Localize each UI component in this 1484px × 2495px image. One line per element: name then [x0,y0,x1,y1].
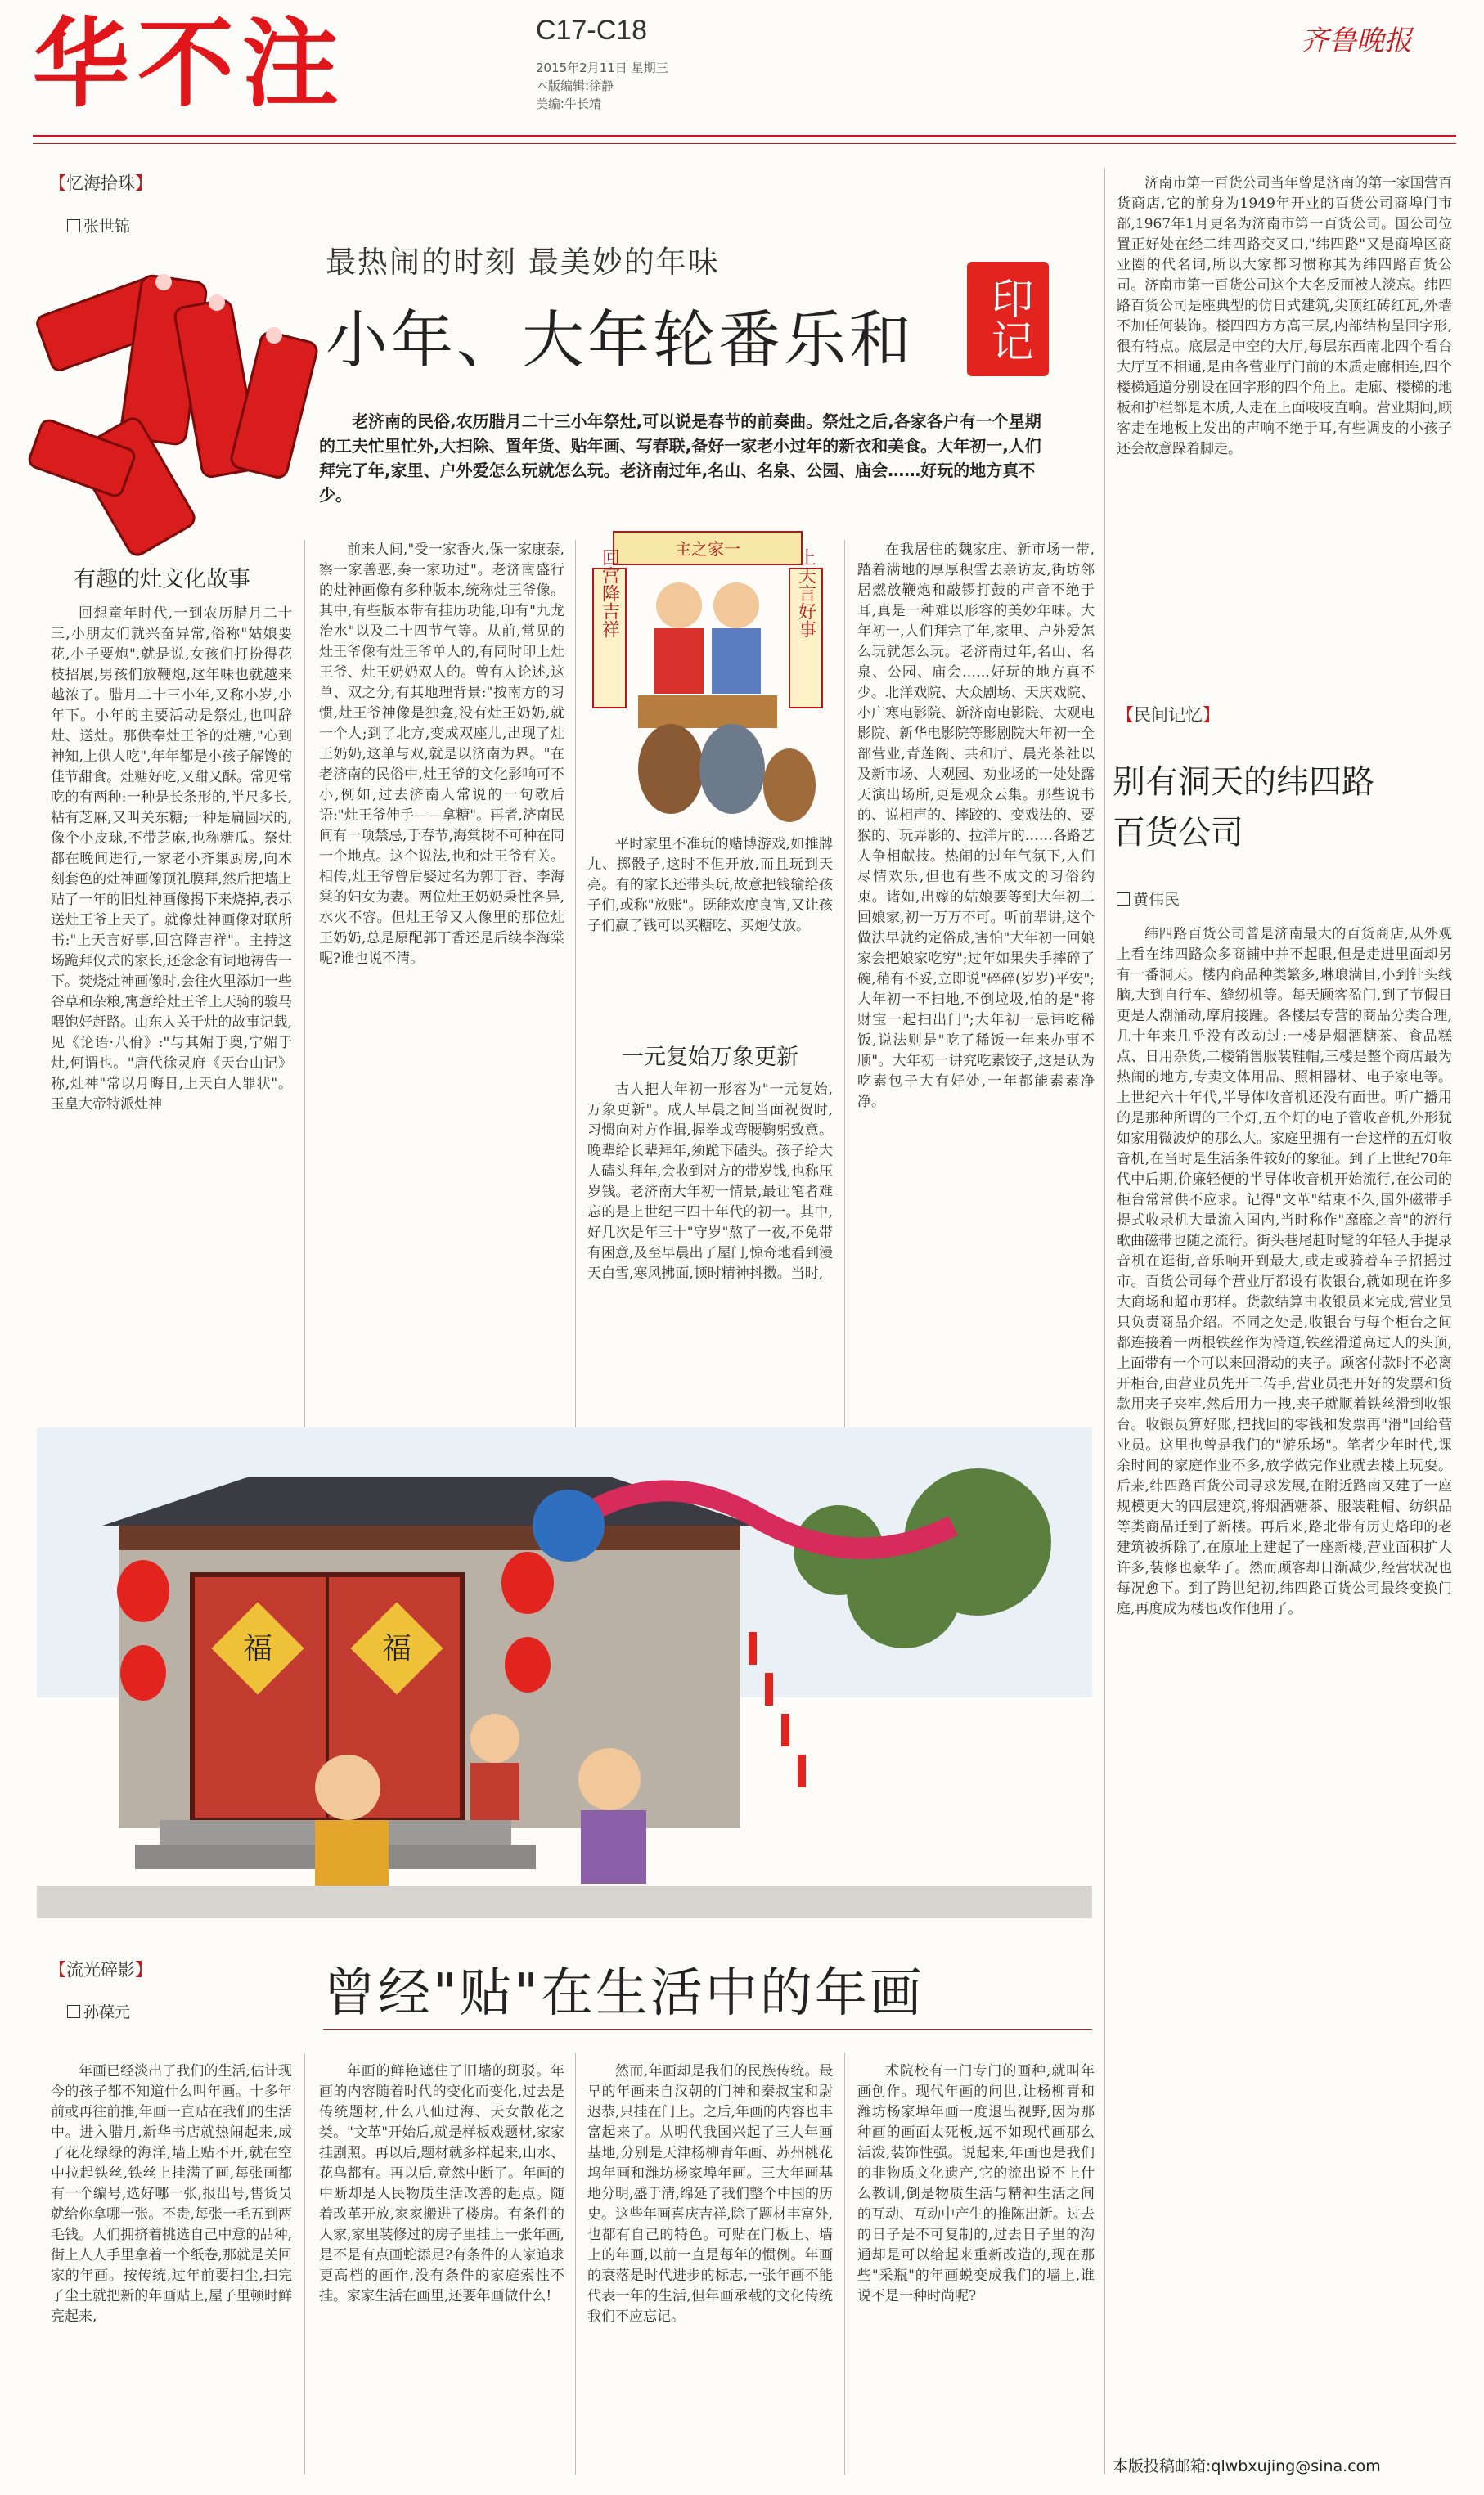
scroll-left: 回宫降吉祥 [599,548,620,638]
column-tag-liuguang: 【流光碎影】 [49,1960,152,1980]
article3-headline: 别有洞天的纬四路百货公司 [1113,763,1374,852]
column-divider [844,2053,845,2475]
column-divider [304,2053,305,2475]
article1-col2-text: 前来人间,"受一家香火,保一家康泰,察一家善恶,奏一家功过"。老济南盛行的灶神画像有多种版本,统称灶王爷像。其中,有些版本带有挂历功能,印有"九龙治水"以及二十四节气等。从前,常见的灶王爷像有灶王爷单人的,有同时印上灶王爷、灶王奶奶双人的。曾有人论述,这单、双之分,有其地理背景:"按南方的习惯,灶王爷神像是独龛,没有灶王奶奶,就一个人;到了北方,变成双座儿,出现了灶王奶奶,这单与双,就是以济南为界。"在老济南的民俗中,灶王爷的文化影响可不小,例如,过去济南人常说的一句歇后语:"灶王爷伸手——拿糖"。再者,济南民间有一项禁忌,于春节,海棠树不可种在同一个地点。这个说法,也和灶王爷有关。相传,灶王爷曾后娶过名为郭丁香、李海棠的妇女为妻。两位灶王奶奶秉性各异,水火不容。但灶王爷又人像里的那位灶王奶奶,总是原配郭丁香还是后续李海棠呢?谁也说不清。 [319,542,564,967]
submission-email: 本版投稿邮箱:qlwbxujing@sina.com [1113,2457,1381,2475]
firecracker-illustration [16,245,352,556]
article2-col1-text: 年画已经淡出了我们的生活,估计现今的孩子都不知道什么叫年画。十多年前或再往前推,年画一直贴在我们的生活中。进入腊月,新华书店就热闹起来,成了花花绿绿的海洋,墙上贴不开,就在空中拉起铁丝,铁丝上挂满了画,每张画都有一个编号,选好哪一张,报出号,售货员就给你拿哪一张。不贵,每张一毛五到两毛钱。人们拥挤着挑选自己中意的品种,街上人人手里拿着一个纸卷,那就是关回家的年画。按传统,过年前要扫尘,扫完了尘土就把新的年画贴上,屋子里顿时鲜亮起来, [51,2063,292,2325]
article2-headline: 曾经"贴"在生活中的年画 [323,1963,924,2024]
article2-rule [323,2029,1092,2030]
article2-column-1 [51,2061,292,2475]
article2-column-2 [319,2061,564,2475]
editor-credit: 本版编辑:徐静 [536,79,614,93]
column-divider [575,540,576,1432]
article1-col3-text: 平时家里不准玩的赌博游戏,如推牌九、掷骰子,这时不但开放,而且玩到天亮。有的家长还带头玩,故意把钱输给孩子们,或称"放账"。既能欢度良宵,又让孩子们赢了钱可以买糖吃、买炮仗放。 [587,836,833,934]
column-divider [844,540,845,1432]
article1-lead: 老济南的民俗,农历腊月二十三小年祭灶,可以说是春节的前奏曲。祭灶之后,各家各户有一个星期的工夫忙里忙外,大扫除、置年货、贴年画、写春联,备好一家老小过年的新衣和美食。大年初一,人们拜完了年,家里、户外爱怎么玩就怎么玩。老济南过年,名山、名泉、公园、庙会……好玩的地方真不少。 [319,411,1041,505]
article1-col3b-text: 古人把大年初一形容为"一元复始,万象更新"。成人早晨之间当面祝贺时,习惯向对方作揖,握拳或弯腰鞠躬致意。晚辈给长辈拜年,须跪下磕头。孩子给大人磕头拜年,会收到对方的带岁钱,也称压岁钱。老济南大年初一情景,最让笔者难忘的是上世纪三四十年代的初一。其中,好几次是年三十"守岁"熬了一夜,不免带有困意,及至早晨出了屋门,惊奇地看到漫天白雪,寒风拂面,顿时精神抖擞。当时, [587,1081,833,1282]
yin-ji-stamp: 印记 [967,262,1049,376]
article2-column-3 [587,2061,833,2475]
article3-intro-column [1117,173,1452,656]
masthead-rule-thin [33,143,1456,144]
article1-column-3b [587,1080,833,1432]
masthead-rule [33,135,1456,137]
byline-article3: 黄伟民 [1117,888,1180,910]
article1-column-2 [319,540,564,1432]
article1-col1-text: 回想童年时代,一到农历腊月二十三,小朋友们就兴奋异常,俗称"姑娘要花,小子要炮",就是说,女孩们打扮得花枝招展,男孩们放鞭炮,这年味也就越来越浓了。腊月二十三小年,又称小岁,小年下。小年的主要活动是祭灶,也叫辞灶、送灶。那供奉灶王爷的灶糖,"心到神知,上供人吃",年年都是小孩子解馋的佳节甜食。灶糖好吃,又甜又酥。常见常吃的有两种:一种是长条形的,半尺多长,粘有芝麻,又叫关东糖;一种是扁圆状的,像个小皮球,不带芝麻,也称糖瓜。祭灶都在晚间进行,一家老小齐集厨房,向木刻套色的灶神画像顶礼膜拜,然后把墙上贴了一年的旧灶神画像揭下来烧掉,表示送灶王爷上天了。就像灶神画像对联所书:"上天言好事,回宫降吉祥"。主持这场跪拜仪式的家长,还念念有词地祷告一下。焚烧灶神画像时,会往火里添加一些谷草和杂粮,寓意给灶王爷上天骑的骏马喂饱好赶路。山东人关于灶的故事记载,见《论语·八佾》:"与其媚于奥,宁媚于灶,何谓也。"唐代徐灵府《天台山记》称,灶神"常以月晦日,上天白人罪状"。玉皇大帝特派灶神 [51,605,292,1113]
article1-kicker: 最热闹的时刻 最美妙的年味 [326,245,720,280]
article2-col4-text: 术院校有一门专门的画种,就叫年画创作。现代年画的问世,让杨柳青和潍坊杨家埠年画一度退出视野,因为那种画的画面太死板,远不如现代画那么活泼,装饰性强。说起来,年画也是我们的非物质文化遗产,它的流出说不上什么教训,倒是物质生活与精神生活之间的互动、互动中产生的推陈出新。过去的日子是不可复制的,过去日子里的沟通却是可以给起来重新改造的,现在那些"采瓶"的年画蜕变成我们的墙上,谁说不是一种时尚呢? [857,2063,1095,2304]
byline-article1: 张世锦 [67,214,130,236]
door-fu-right: 福 [381,1632,412,1666]
article3-body-text: 纬四路百货公司曾是济南最大的百货商店,从外观上看在纬四路众多商铺中并不起眼,但是走进里面却另有一番洞天。楼内商品种类繁多,琳琅满目,小到针头线脑,大到自行车、缝纫机等。每天顾客盈门,到了节假日更是人潮涌动,摩肩接踵。各楼层专营的商品分类合理,几十年来几乎没有改动过:一楼是烟酒糖茶、食品糕点、日用杂货,二楼销售服装鞋帽,三楼是整个商店最为热闹的地方,专卖文体用品、照相器材、电子家电等。上世纪六十年代,半导体收音机还没有面世。听广播用的是那种所谓的三个灯,五个灯的电子管收音机,外形犹如家用微波炉的那么大。家庭里拥有一台这样的五灯收音机,在当时是生活条件较好的象征。到了上世纪70年代中后期,价廉轻便的半导体收音机开始流行,在公司的柜台常常供不应求。记得"文革"结束不久,国外磁带手提式收录机大量流入国内,当时称作"靡靡之音"的流行歌曲磁带也随之流行。街头巷尾赶时髦的年轻人手提录音机在逛街,音乐响开到最大,或走或骑着车子招摇过市。百货公司每个营业厅都设有收银台,就如现在许多大商场和超市那样。货款结算由收银员来完成,营业员只负责商品介绍。不同之处是,收银台与每个柜台之间都连接着一两根铁丝作为滑道,铁丝滑道高过人的头顶,上面带有一个可以来回滑动的夹子。顾客付款时不必离开柜台,由营业员先开二传手,营业员把开好的发票和货款用夹子夹牢,然后用力一拽,夹子就顺着铁丝滑到收银台。收银员算好账,把找回的零钱和发票再"滑"回给营业员。这里也曾是我们的"游乐场"。笔者少年时代,课余时间的家庭作业不多,放学做完作业就去楼上玩耍。后来,纬四路百货公司寻求发展,在附近路南又建了一座规模更大的四层建筑,将烟酒糖茶、服装鞋帽、纺织品等类商品迁到了新楼。再后来,路北带有历史烙印的老建筑被拆除了,在原址上建起了一座新楼,营业面积扩大许多,装修也豪华了。然而顾客却日渐减少,经营状况也每况愈下。到了跨世纪初,纬四路百货公司最终变换门庭,再度成为楼也改作他用了。 [1117,926,1452,1617]
designer-credit: 美编:牛长靖 [536,97,602,111]
article3-body-column [1117,924,1452,2438]
scroll-right: 上天言好事 [795,548,816,638]
newspaper-logo: 齐鲁晚报 [1301,25,1412,57]
section-title: 华不注 [33,7,348,120]
article1-headline: 小年、大年轮番乐和 [326,303,915,376]
article1-column-1 [51,604,292,1430]
new-year-courtyard-illustration [37,1427,1092,1918]
article3-intro-text: 济南市第一百货公司当年曾是济南的第一家国营百货商店,它的前身为1949年开业的百货公司商埠门市部,1967年1月更名为济南市第一百货公司。国公司位置正好处在经二纬四路交叉口,"纬四路"又是商埠区商业圈的代名词,所以大家都习惯称其为纬四路百货公司。济南市第一百货公司这个大名反而被人淡忘。纬四路百货公司是座典型的仿日式建筑,尖顶红砖红瓦,外墙不加任何装饰。楼四四方方高三层,内部结构呈回字形,很有特点。底层是中空的大厅,每层东西南北四个看台大厅互不相通,是由各营业厅门前的木质走廊相连,四个楼梯通道分别设在回字形的四个角上。走廊、楼梯的地板和护栏都是木质,人走在上面吱吱直响。营业期间,顾客走在地板上发出的声响不绝于耳,有些调皮的小孩子还会故意跺着脚走。 [1117,175,1452,457]
article2-col3-text: 然而,年画却是我们的民族传统。最早的年画来自汉朝的门神和秦叔宝和尉迟恭,只挂在门上。之后,年画的内容也丰富起来了。从明代我国兴起了三大年画基地,分别是天津杨柳青年画、苏州桃花坞年画和潍坊杨家埠年画。三大年画基地分明,盛于清,绵延了我们整个中国的历史。这些年画喜庆吉祥,除了题材丰富外,也都有自己的特色。可贴在门板上、墙上的年画,以前一直是每年的惯例。年画的衰落是时代进步的标志,一张年画不能代表一年的生活,但年画承载的文化传统我们不应忘记。 [587,2063,833,2325]
article1-column-4 [857,540,1095,1432]
right-column-divider [1104,168,1105,2475]
door-fu-left: 福 [242,1632,273,1666]
column-divider [575,2053,576,2475]
article1-col4-text: 在我居住的魏家庄、新市场一带,踏着满地的厚厚积雪去亲访友,街坊邻居燃放鞭炮和敲锣打鼓的声音不绝于耳,真是一种难以形容的美妙年味。大年初一,人们拜完了年,家里、户外爱怎么玩就怎么玩。老济南过年,名山、名泉、公园、庙会……好玩的地方真不少。北洋戏院、大众剧场、天庆戏院、小广寒电影院、新济南电影院、大观电影院、新华电影院等影剧院大年初一全部营业,青莲阁、共和厅、晨光茶社以及新市场、大观园、劝业场的一处处露天演出场所,更是观众云集。那些说书的、说相声的、摔跤的、变戏法的、要猴的、玩弄影的、拉洋片的……各路艺人争相献技。热闹的过年气氛下,人们尽情欢乐,但也有些不成文的习俗约束。诸如,出嫁的姑娘要等到大年初二回娘家,初一万万不可。听前辈讲,这个做法早就约定俗成,害怕"大年初一回娘家会把娘家吃穷";过年如果失手摔碎了碗,稍有不妥,立即说"碎碎(岁岁)平安";大年初一不扫地,不倒垃圾,怕的是"将财宝一起扫出门";大年初一忌讳吃稀饭,说法则是"吃了稀饭一年来办事不顺"。大年初一讲究吃素饺子,这是认为吃素包子大有好处,一年都能素素净净。 [857,542,1095,1110]
subhead-new-year: 一元复始万象更新 [622,1045,798,1070]
article1-column-3 [587,834,833,1031]
scroll-top: 主之家一 [675,539,740,559]
article2-col2-text: 年画的鲜艳遮住了旧墙的斑驳。年画的内容随着时代的变化而变化,过去是传统题材,什么八仙过海、天女散花之类。"文革"开始后,就是样板戏题材,家家挂剧照。再以后,题材就多样起来,山水、花鸟都有。再以后,竟然中断了。年画的中断却是人民物质生活改善的起点。随着改革开放,家家搬进了楼房。有条件的人家,家里装修过的房子里挂上一张年画,是不是有点画蛇添足?有条件的人家追求更高档的画作,没有条件的家庭索性不挂。家家生活在画里,还要年画做什么! [319,2063,564,2304]
column-tag-minjian: 【民间记忆】 [1117,705,1220,725]
column-tag-yihai: 【忆海拾珠】 [49,173,152,193]
subhead-zao-culture: 有趣的灶文化故事 [74,567,250,592]
page-numbers: C17-C18 [536,15,648,46]
article2-column-4 [857,2061,1095,2475]
issue-meta [536,59,668,113]
byline-article2: 孙葆元 [67,2000,130,2022]
kitchen-god-illustration [589,524,826,826]
column-divider [304,540,305,1432]
issue-date: 2015年2月11日 星期三 [536,61,668,75]
